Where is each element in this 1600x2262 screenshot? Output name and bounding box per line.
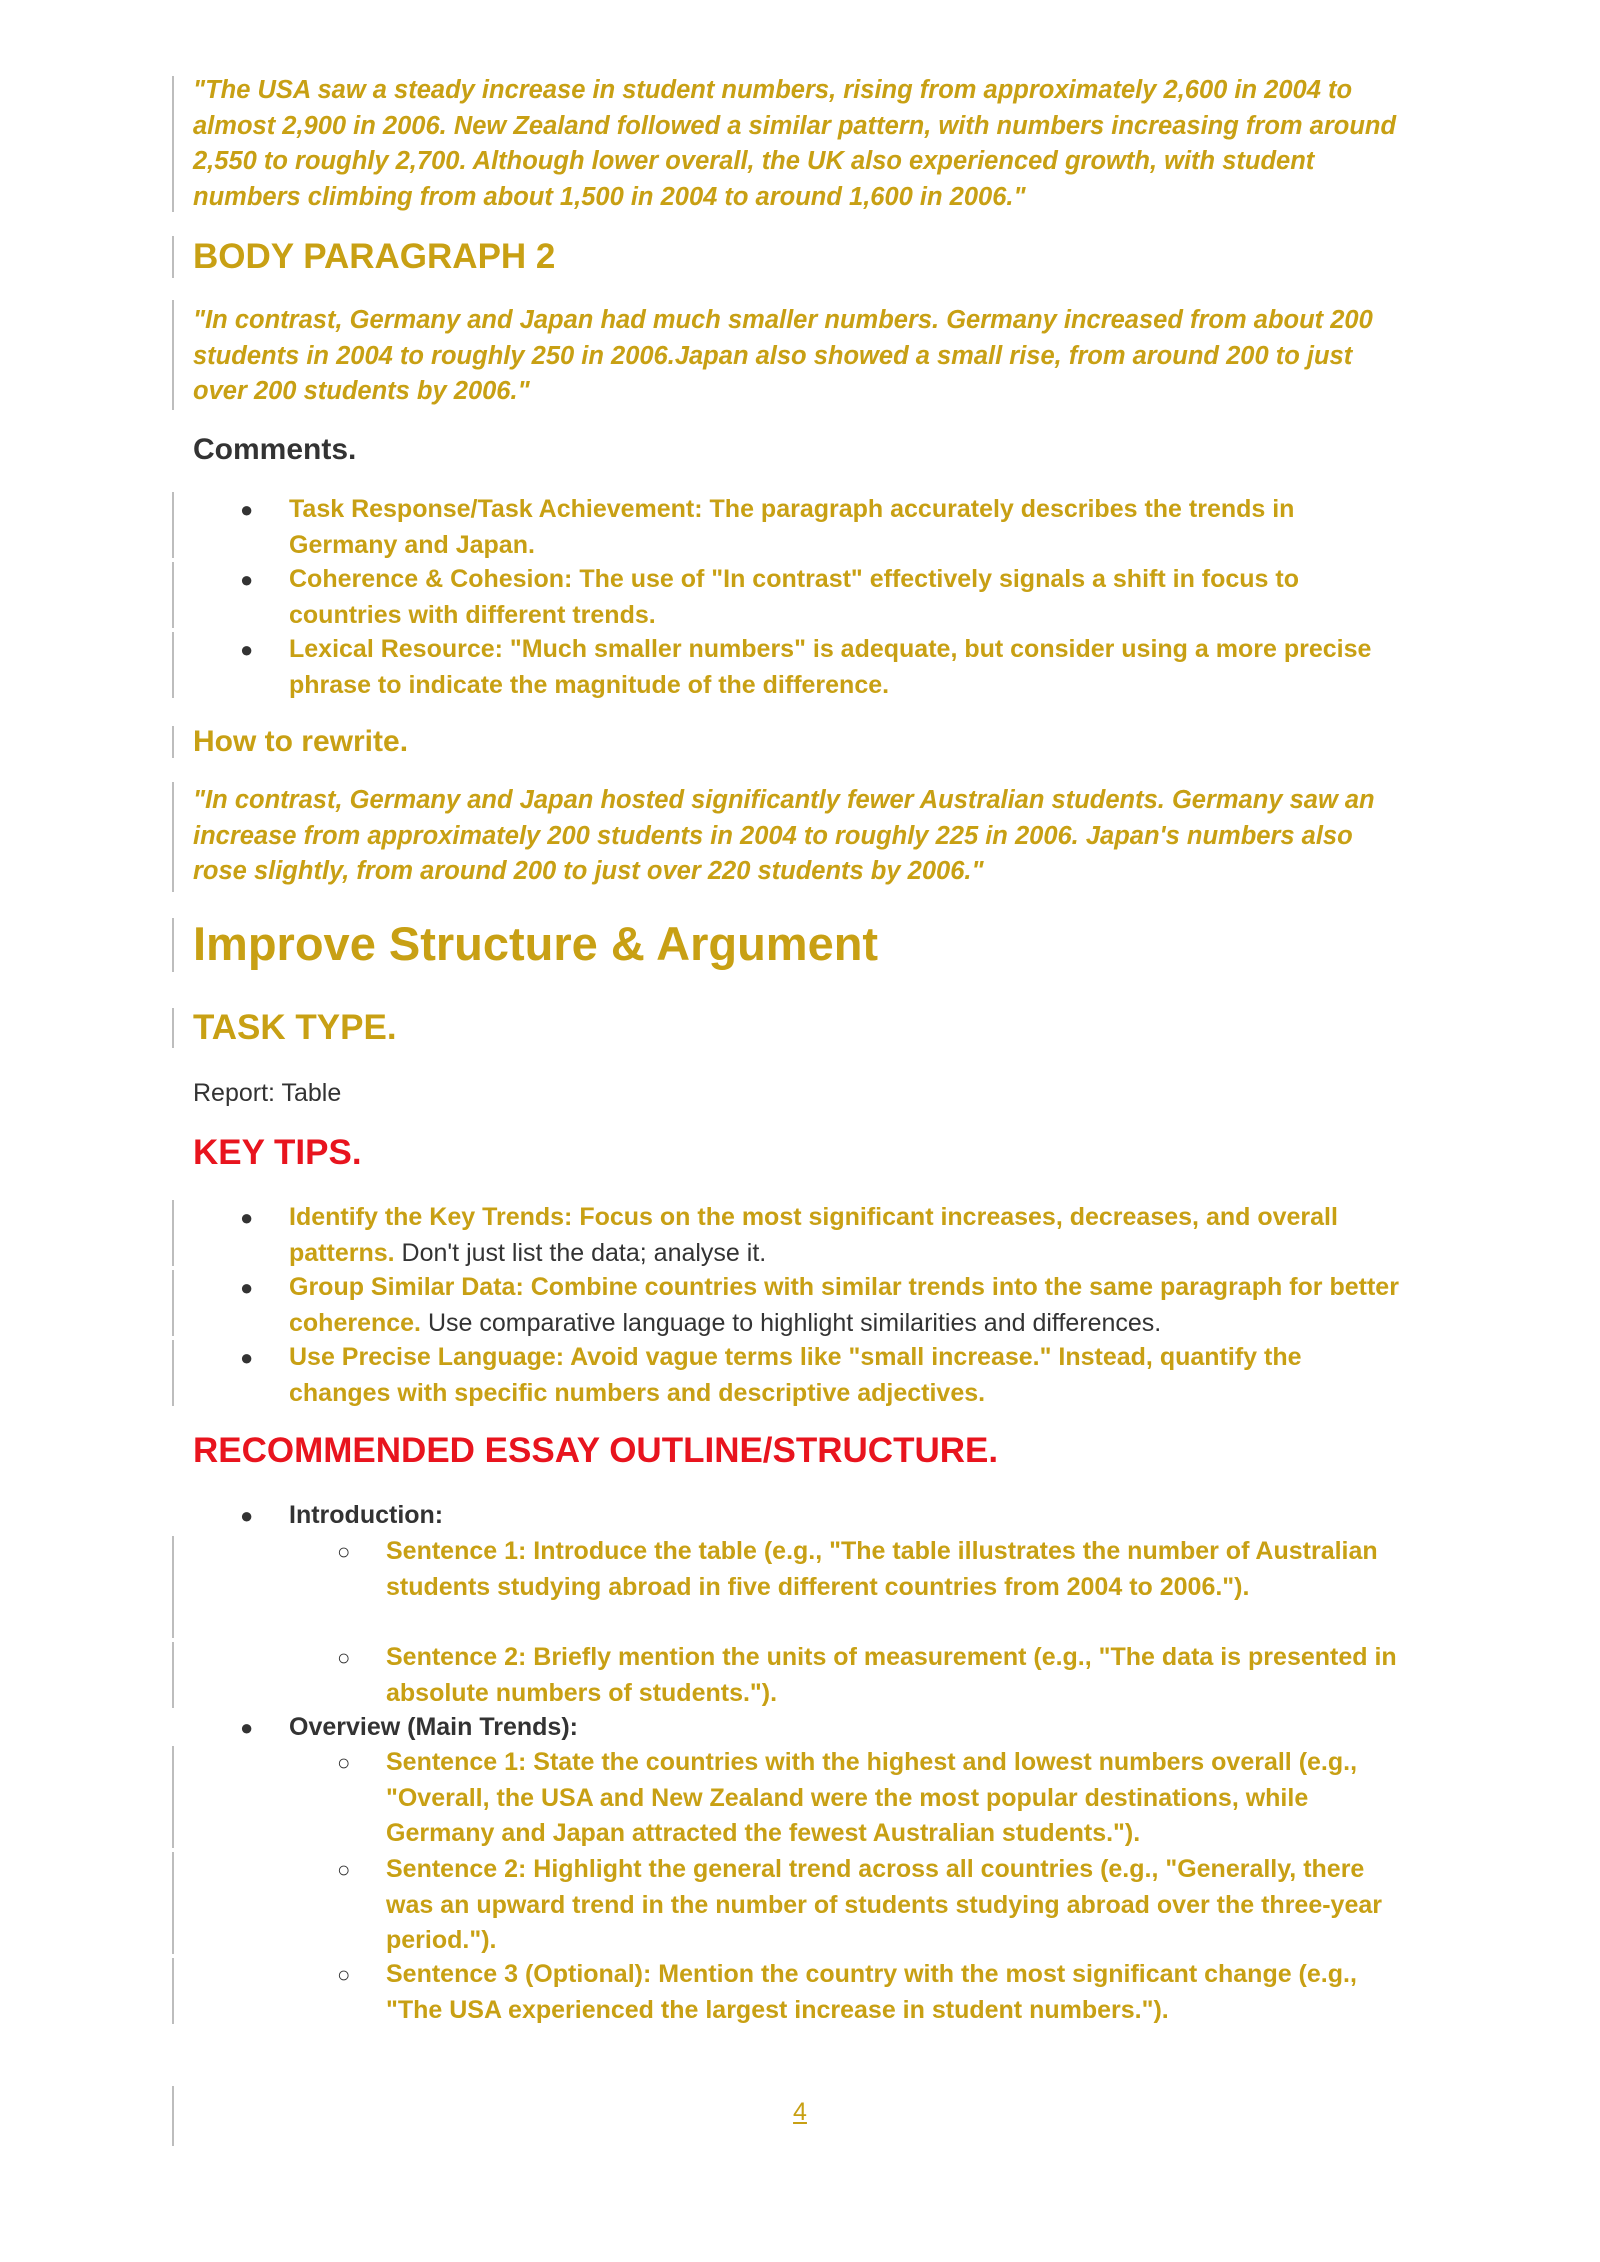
circle-bullet-icon: ○ xyxy=(337,1962,351,1987)
key-tips-heading: KEY TIPS. xyxy=(193,1133,362,1172)
margin-rule xyxy=(172,918,174,972)
key-tip-item xyxy=(289,1340,1409,1411)
outline-item: Sentence 1: Introduce the table (e.g., "The table illustrates the number of Australian students studying abroad in five different countries from 2004 to 2006."). xyxy=(386,1537,1378,1601)
margin-rule xyxy=(172,2086,174,2146)
margin-rule xyxy=(172,1852,174,1954)
key-tip-normal: Use comparative language to highlight similarities and differences. xyxy=(421,1308,1162,1337)
outline-item: Sentence 2: Briefly mention the units of measurement (e.g., "The data is presented in absolute numbers of students."). xyxy=(386,1643,1397,1707)
outline-item: Sentence 3 (Optional): Mention the country with the most significant change (e.g., "The USA experienced the largest increase in student numbers."). xyxy=(386,1960,1357,2024)
margin-rule xyxy=(172,236,174,278)
circle-bullet-icon: ○ xyxy=(337,1857,351,1882)
comments-heading: Comments. xyxy=(193,433,357,466)
margin-rule xyxy=(172,632,174,698)
comment-item: Lexical Resource: "Much smaller numbers" is adequate, but consider using a more precise phrase to indicate the magnitude of the difference. xyxy=(289,635,1372,699)
bullet-icon: ● xyxy=(240,1205,254,1230)
margin-rule xyxy=(172,1200,174,1266)
comment-item: Coherence & Cohesion: The use of "In contrast" effectively signals a shift in focus to countries with different trends. xyxy=(289,565,1299,629)
outline-item: Sentence 2: Highlight the general trend across all countries (e.g., "Generally, there was an upward trend in the number of students studying abroad over the three-year period."). xyxy=(386,1855,1382,1954)
rewrite-quote: "In contrast, Germany and Japan hosted significantly fewer Australian students. Germany saw an increase from approximately 200 students in 2004 to roughly 225 in 2006. Japan's numbers also rose slightly, from around 200 to just over 220 students by 2006." xyxy=(193,786,1375,885)
task-type-value: Report: Table xyxy=(193,1079,342,1107)
circle-bullet-icon: ○ xyxy=(337,1750,351,1775)
margin-rule xyxy=(172,1340,174,1406)
key-tip-bold: Use Precise Language: Avoid vague terms like "small increase." Instead, quantify the changes with specific numbers and descriptive adjectives. xyxy=(289,1343,1302,1407)
circle-bullet-icon: ○ xyxy=(337,1645,351,1670)
task-type-heading: TASK TYPE. xyxy=(193,1008,397,1047)
margin-rule xyxy=(172,300,174,410)
page-number[interactable]: 4 xyxy=(793,2098,807,2126)
margin-rule xyxy=(172,1008,174,1048)
key-tip-item xyxy=(289,1200,1409,1271)
margin-rule xyxy=(172,492,174,558)
outline-heading: RECOMMENDED ESSAY OUTLINE/STRUCTURE. xyxy=(193,1431,999,1470)
margin-rule xyxy=(172,726,174,758)
bullet-icon: ● xyxy=(240,497,254,522)
key-tip-bold: Group Similar Data: Combine countries with similar trends into the same paragraph for better coherence. xyxy=(289,1273,1399,1337)
margin-rule xyxy=(172,562,174,628)
comment-item: Task Response/Task Achievement: The paragraph accurately describes the trends in Germany and Japan. xyxy=(289,495,1295,559)
body-paragraph-2-heading: BODY PARAGRAPH 2 xyxy=(193,237,556,276)
rewrite-heading: How to rewrite. xyxy=(193,725,409,758)
margin-rule xyxy=(172,76,174,212)
margin-rule xyxy=(172,1536,174,1638)
body-paragraph-1-quote: "The USA saw a steady increase in student numbers, rising from approximately 2,600 in 2004 to almost 2,900 in 2006. New Zealand followed a similar pattern, with numbers increasing from around 2,550 to roughly 2,700. Although lower overall, the UK also experienced growth, with student numbers climbing from about 1,500 in 2004 to around 1,600 in 2006." xyxy=(193,76,1397,211)
margin-rule xyxy=(172,782,174,892)
key-tip-item xyxy=(289,1270,1409,1341)
bullet-icon: ● xyxy=(240,1715,254,1740)
circle-bullet-icon: ○ xyxy=(337,1539,351,1564)
margin-rule xyxy=(172,1270,174,1336)
outline-item: Sentence 1: State the countries with the highest and lowest numbers overall (e.g., "Overall, the USA and New Zealand were the most popular destinations, while Germany and Japan attracted the fewest Australian students."). xyxy=(386,1748,1358,1847)
margin-rule xyxy=(172,1958,174,2024)
margin-rule xyxy=(172,1746,174,1848)
bullet-icon: ● xyxy=(240,1503,254,1528)
bullet-icon: ● xyxy=(240,637,254,662)
margin-rule xyxy=(172,1642,174,1708)
outline-overview-label: Overview (Main Trends): xyxy=(289,1713,578,1741)
bullet-icon: ● xyxy=(240,1345,254,1370)
key-tip-normal: Don't just list the data; analyse it. xyxy=(394,1238,767,1267)
key-tip-bold: Identify the Key Trends: Focus on the most significant increases, decreases, and overall patterns. xyxy=(289,1203,1338,1267)
section-title: Improve Structure & Argument xyxy=(193,917,879,970)
bullet-icon: ● xyxy=(240,567,254,592)
body-paragraph-2-quote: "In contrast, Germany and Japan had much smaller numbers. Germany increased from about 200 students in 2004 to roughly 250 in 2006.Japan also showed a small rise, from around 200 to just over 200 students by 2006." xyxy=(193,306,1373,405)
outline-introduction-label: Introduction: xyxy=(289,1501,444,1529)
bullet-icon: ● xyxy=(240,1275,254,1300)
